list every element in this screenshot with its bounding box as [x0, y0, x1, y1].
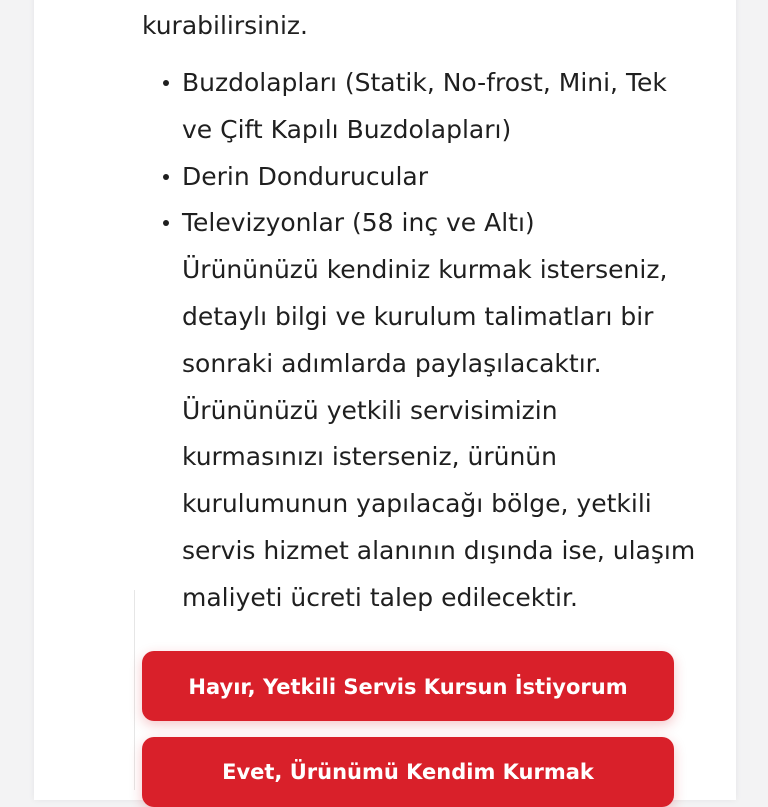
bullet-icon — [163, 174, 169, 180]
card-divider — [134, 590, 135, 790]
self-install-note: Ürününüzü kendiniz kurmak isterseniz, detaylı bilgi ve kurulum talimatları bir sonraki adımlarda paylaşılacaktır. — [182, 255, 668, 378]
self-install-button[interactable]: Evet, Ürünümü Kendim Kurmak — [142, 737, 674, 807]
service-install-note: Ürününüzü yetkili servisimizin kurmasınızı isterseniz, ürünün kurulumunun yapılacağı bölge, yetkili servis hizmet alanının dışında ise, ulaşım maliyeti ücreti talep edilecektir. — [182, 395, 696, 612]
bullet-icon — [163, 220, 169, 226]
service-install-button[interactable]: Hayır, Yetkili Servis Kursun İstiyorum — [142, 651, 674, 721]
list-item — [182, 200, 702, 621]
list-item-label: Televizyonlar (58 inç ve Altı) — [182, 208, 535, 238]
bullet-icon — [163, 80, 169, 86]
intro-text: kurabilirsiniz. — [142, 11, 308, 40]
product-list — [142, 60, 702, 622]
list-item — [182, 154, 702, 201]
list-item-label: Buzdolapları (Statik, No-frost, Mini, Tek ve Çift Kapılı Buzdolapları) — [182, 68, 667, 144]
list-item — [182, 60, 702, 154]
list-item-label: Derin Dondurucular — [182, 161, 429, 191]
